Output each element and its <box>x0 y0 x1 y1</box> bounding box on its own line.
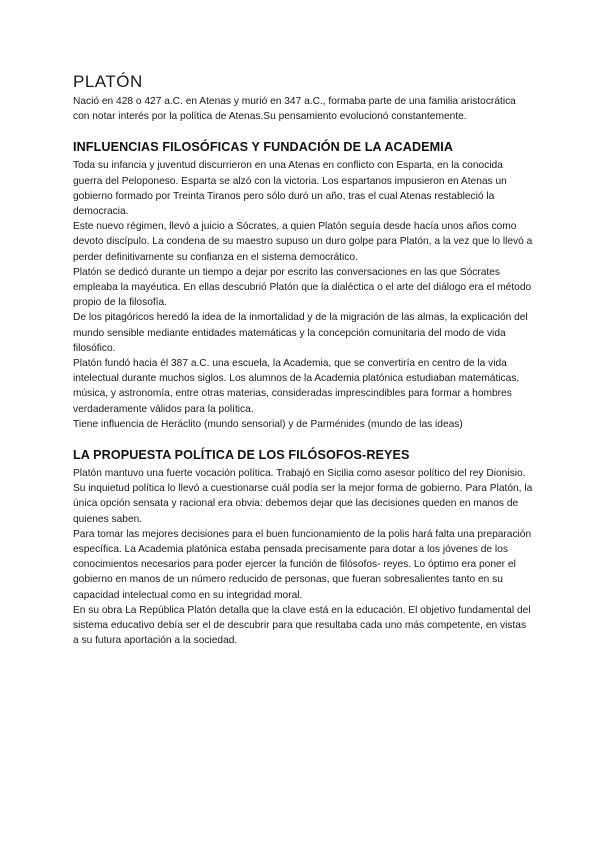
paragraph: En su obra La República Platón detalla que la clave está en la educación. El objetivo fundamental del sistema educativo debía ser el de descubrir para que resultaba cada uno más competente, en vistas a su futura aportación a la sociedad. <box>73 604 531 647</box>
paragraph: Platón se dedicó durante un tiempo a dejar por escrito las conversaciones en las que Sócrates empleaba la mayéutica. En ellas descubrió Platón que la dialéctica o el arte del diálogo era el método propio de la filosofía. <box>73 266 532 309</box>
intro-paragraph: Nació en 428 o 427 a.C. en Atenas y murió en 347 a.C., formaba parte de una familia aristocrática con notar interés por la política de Atenas.Su pensamiento evolucionó constantemente. <box>73 96 516 123</box>
section-heading: INFLUENCIAS FILOSÓFICAS Y FUNDACIÓN DE LA ACADEMIA <box>73 140 454 155</box>
paragraph: Su inquietud política lo llevó a cuestionarse cuál podía ser la mejor forma de gobierno. Para Platón, la única opción sensata y racional era obvia: debemos dejar que las decisiones queden en manos de quienes saben. <box>73 483 533 525</box>
paragraph: De los pitagóricos heredó la idea de la inmortalidad y de la migración de las almas, la explicación del mundo sensible mediante entidades matemáticas y la concepción comunitaria del modo de vida filosófico. <box>73 312 528 354</box>
section-propuesta-politica <box>73 446 533 648</box>
document-page <box>73 72 533 649</box>
paragraph: Platón mantuvo una fuerte vocación política. Trabajó en Sicilia como asesor político del rey Dionisio. <box>73 468 526 480</box>
paragraph: Para tomar las mejores decisiones para el buen funcionamiento de la polis hará falta una preparación específica. La Academia platónica estaba pensada precisamente para dotar a los jóvenes de los conocimientos necesarios para poder ejercer la función de filósofos- reyes. Lo óptimo era poner el gobierno en manos de un número reducido de personas, que fueran sobresalientes tanto en su capacidad intelectual como en su integridad moral. <box>73 528 532 601</box>
paragraph: Este nuevo régimen, llevó a juicio a Sócrates, a quien Platón seguía desde hacía unos años como devoto discípulo. La condena de su maestro supuso un duro golpe para Platón, a la vez que lo llevó a perder definitivamente su confianza en el sistema democrático. <box>73 221 533 263</box>
section-influencias <box>73 138 533 432</box>
section-heading: LA PROPUESTA POLÍTICA DE LOS FILÓSOFOS-REYES <box>73 448 410 463</box>
document-title: PLATÓN <box>73 72 143 91</box>
paragraph: Tiene influencia de Heráclito (mundo sensorial) y de Parménides (mundo de las ideas) <box>73 418 463 430</box>
paragraph: Platón fundó hacia él 387 a.C. una escuela, la Academia, que se convertiría en centro de la vida intelectual durante muchos siglos. Los alumnos de la Academia platónica estudiaban matemáticas, música, y astronomía, entre otras materias, consideradas imprescindibles para formar a hombres verdaderamente válidos para la política. <box>73 358 520 415</box>
paragraph: Toda su infancia y juventud discurrieron en una Atenas en conflicto con Esparta, en la conocida guerra del Peloponeso. Esparta se alzó con la victoria. Los espartanos impusieron en Atenas un gobierno formado por Treinta Tiranos pero sólo duró un año, tras el cual Atenas restableció la democracia. <box>73 160 507 218</box>
